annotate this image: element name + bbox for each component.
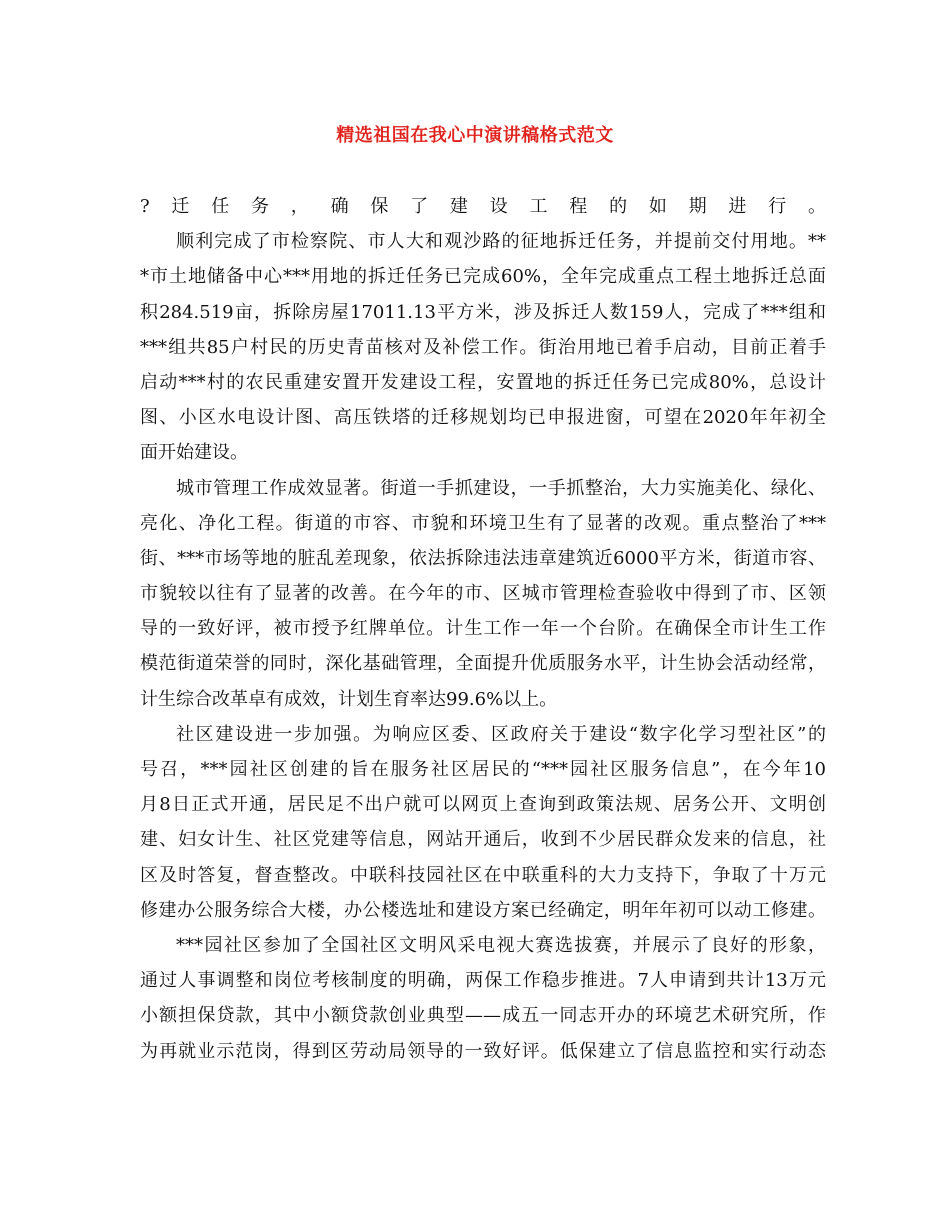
text-line: 计生综合改革卓有成效，计划生育率达99.6%以上。 [140, 688, 558, 710]
text-line: 通过人事调整和岗位考核制度的明确，两保工作稳步推进。7人申请到共计13万元 [140, 970, 826, 992]
text-line: *市土地储备中心***用地的拆迁任务已完成60%，全年完成重点工程土地拆迁总面 [140, 266, 826, 288]
text-line: 为再就业示范岗，得到区劳动局领导的一致好评。低保建立了信息监控和实行动态 [140, 1040, 826, 1062]
text-line: 亮化、净化工程。街道的市容、市貌和环境卫生有了显著的改观。重点整治了*** [140, 512, 826, 534]
text-line: 街、***市场等地的脏乱差现象，依法拆除违法违章建筑近6000平方米，街道市容、 [140, 547, 826, 569]
text-line: 月8日正式开通，居民足不出户就可以网页上查询到政策法规、居务公开、文明创 [140, 794, 826, 816]
text-line: 图、小区水电设计图、高压铁塔的迁移规划均已申报进窗，可望在2020年年初全 [140, 407, 826, 429]
text-line: 小额担保贷款，其中小额贷款创业典型——成五一同志开办的环境艺术研究所，作 [140, 1005, 826, 1027]
text-line: 顺利完成了市检察院、市人大和观沙路的征地拆迁任务，并提前交付用地。** [176, 231, 826, 253]
text-line: 社区建设进一步加强。为响应区委、区政府关于建设“数字化学习型社区”的 [176, 723, 826, 745]
text-line: 面开始建设。 [140, 442, 248, 464]
document-body [140, 189, 826, 1069]
text-line: 启动***村的农民重建安置开发建设工程，安置地的拆迁任务已完成80%，总设计 [140, 371, 826, 393]
text-line: ***组共85户村民的历史青苗核对及补偿工作。街治用地已着手启动，目前正着手 [140, 336, 826, 358]
text-line: 积284.519亩，拆除房屋17011.13平方米，涉及拆迁人数159人，完成了***组和 [140, 301, 826, 323]
text-line: 市貌较以往有了显著的改善。在今年的市、区城市管理检查验收中得到了市、区领 [140, 583, 826, 605]
text-line: 导的一致好评，被市授予红牌单位。计生工作一年一个台阶。在确保全市计生工作 [140, 618, 826, 640]
text-line: 建、妇女计生、社区党建等信息，网站开通后，收到不少居民群众发来的信息，社 [140, 829, 826, 851]
text-line: 修建办公服务综合大楼，办公楼选址和建设方案已经确定，明年年初可以动工修建。 [140, 899, 826, 921]
text-line: ***园社区参加了全国社区文明风采电视大赛选拔赛，并展示了良好的形象， [176, 934, 826, 956]
text-line: 区及时答复，督查整改。中联科技园社区在中联重科的大力支持下，争取了十万元 [140, 864, 826, 886]
text-line: 号召，***园社区创建的旨在服务社区居民的“***园社区服务信息”，在今年10 [140, 759, 826, 780]
text-line: 模范街道荣誉的同时，深化基础管理，全面提升优质服务水平，计生协会活动经常， [140, 653, 826, 675]
text-line: ?迁任务，确保了建设工程的如期进行。 [140, 196, 826, 217]
document-title: 精选祖国在我心中演讲稿格式范文 [336, 125, 614, 146]
text-line: 城市管理工作成效显著。街道一手抓建设，一手抓整治，大力实施美化、绿化、 [176, 477, 826, 499]
